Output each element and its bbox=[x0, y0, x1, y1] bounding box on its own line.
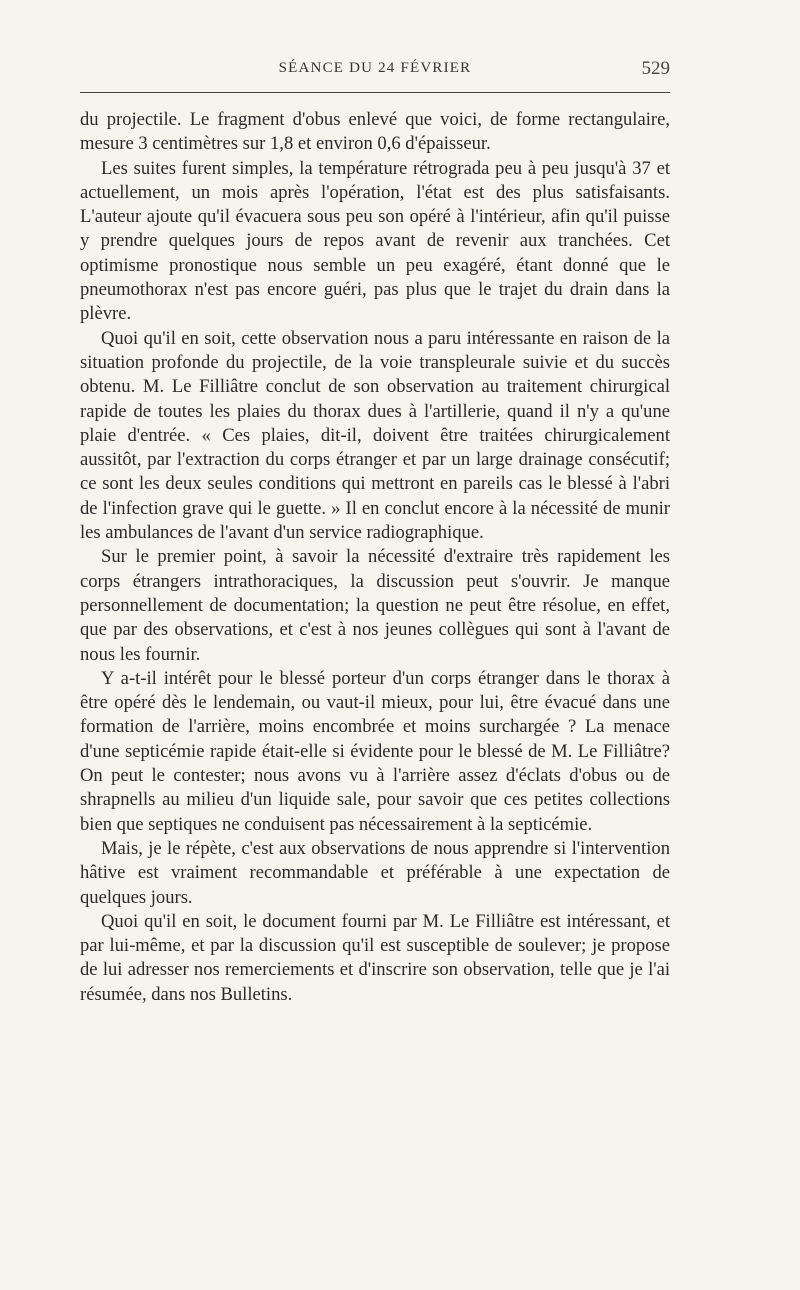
running-title: SÉANCE DU 24 FÉVRIER bbox=[278, 60, 472, 76]
paragraph-3: Quoi qu'il en soit, cette observation nous a paru intéressante en raison de la situation profonde du projectile, de la voie transpleurale suivie et du succès obtenu. M. Le Filliâtre conclut de son observation au traitement chirurgical rapide de toutes les plaies du thorax dues à l'artillerie, quand il n'y a qu'une plaie d'entrée. « Ces plaies, dit-il, doivent être traitées chirurgicalement aussitôt, par l'extraction du corps étranger et par un large drainage consécutif; ce sont les deux seules conditions qui mettront en pareils cas le blessé à l'abri de l'infection grave qui le guette. » Il en conclut encore à la nécessité de munir les ambulances de l'avant d'un service radiographique. bbox=[80, 327, 670, 544]
paragraph-4: Sur le premier point, à savoir la nécessité d'extraire très rapidement les corps étrangers intrathoraciques, la discussion peut s'ouvrir. Je manque personnellement de documentation; la question ne peut être résolue, en effet, que par des observations, et c'est à nos jeunes collègues qui sont à l'avant de nous les fournir. bbox=[80, 546, 670, 665]
paragraph-6: Mais, je le répète, c'est aux observations de nous apprendre si l'intervention hâtive est vraiment recommandable et préférable à une expectation de quelques jours. bbox=[80, 837, 670, 908]
paragraph-2: Les suites furent simples, la température rétrograda peu à peu jusqu'à 37 et actuellement, un mois après l'opération, l'état est des plus satisfaisants. L'auteur ajoute qu'il évacuera sous peu son opéré à l'intérieur, afin qu'il puisse y prendre quelques jours de repos avant de revenir aux tranchées. Cet optimisme pronostique nous semble un peu exagéré, étant donné que le pneumothorax n'est pas encore guéri, pas plus que le trajet du drain dans la plèvre. bbox=[80, 157, 670, 325]
paragraph-7: Quoi qu'il en soit, le document fourni par M. Le Filliâtre est intéressant, et par lui-même, et par la discussion qu'il est susceptible de soulever; je propose de lui adresser nos remerciements et d'inscrire son observation, telle que je l'ai résumée, dans nos Bulletins. bbox=[80, 910, 670, 1005]
paragraph-5: Y a-t-il intérêt pour le blessé porteur d'un corps étranger dans le thorax à être opéré dès le lendemain, ou vaut-il mieux, pour lui, être évacué dans une formation de l'arrière, moins encombrée et moins surchargée ? La menace d'une septicémie rapide était-elle si évidente pour le blessé de M. Le Filliâtre? On peut le contester; nous avons vu à l'arrière assez d'éclats d'obus ou de shrapnells au milieu d'un liquide sale, pour savoir que ces petites collections bien que septiques ne conduisent pas nécessairement à la septicémie. bbox=[80, 667, 670, 835]
page-number: 529 bbox=[641, 58, 670, 79]
body-text bbox=[80, 108, 670, 1007]
paragraph-1: du projectile. Le fragment d'obus enlevé que voici, de forme rectangulaire, mesure 3 centimètres sur 1,8 et environ 0,6 d'épaisseur. bbox=[80, 109, 670, 155]
running-head bbox=[80, 60, 670, 86]
header-rule bbox=[80, 92, 670, 93]
